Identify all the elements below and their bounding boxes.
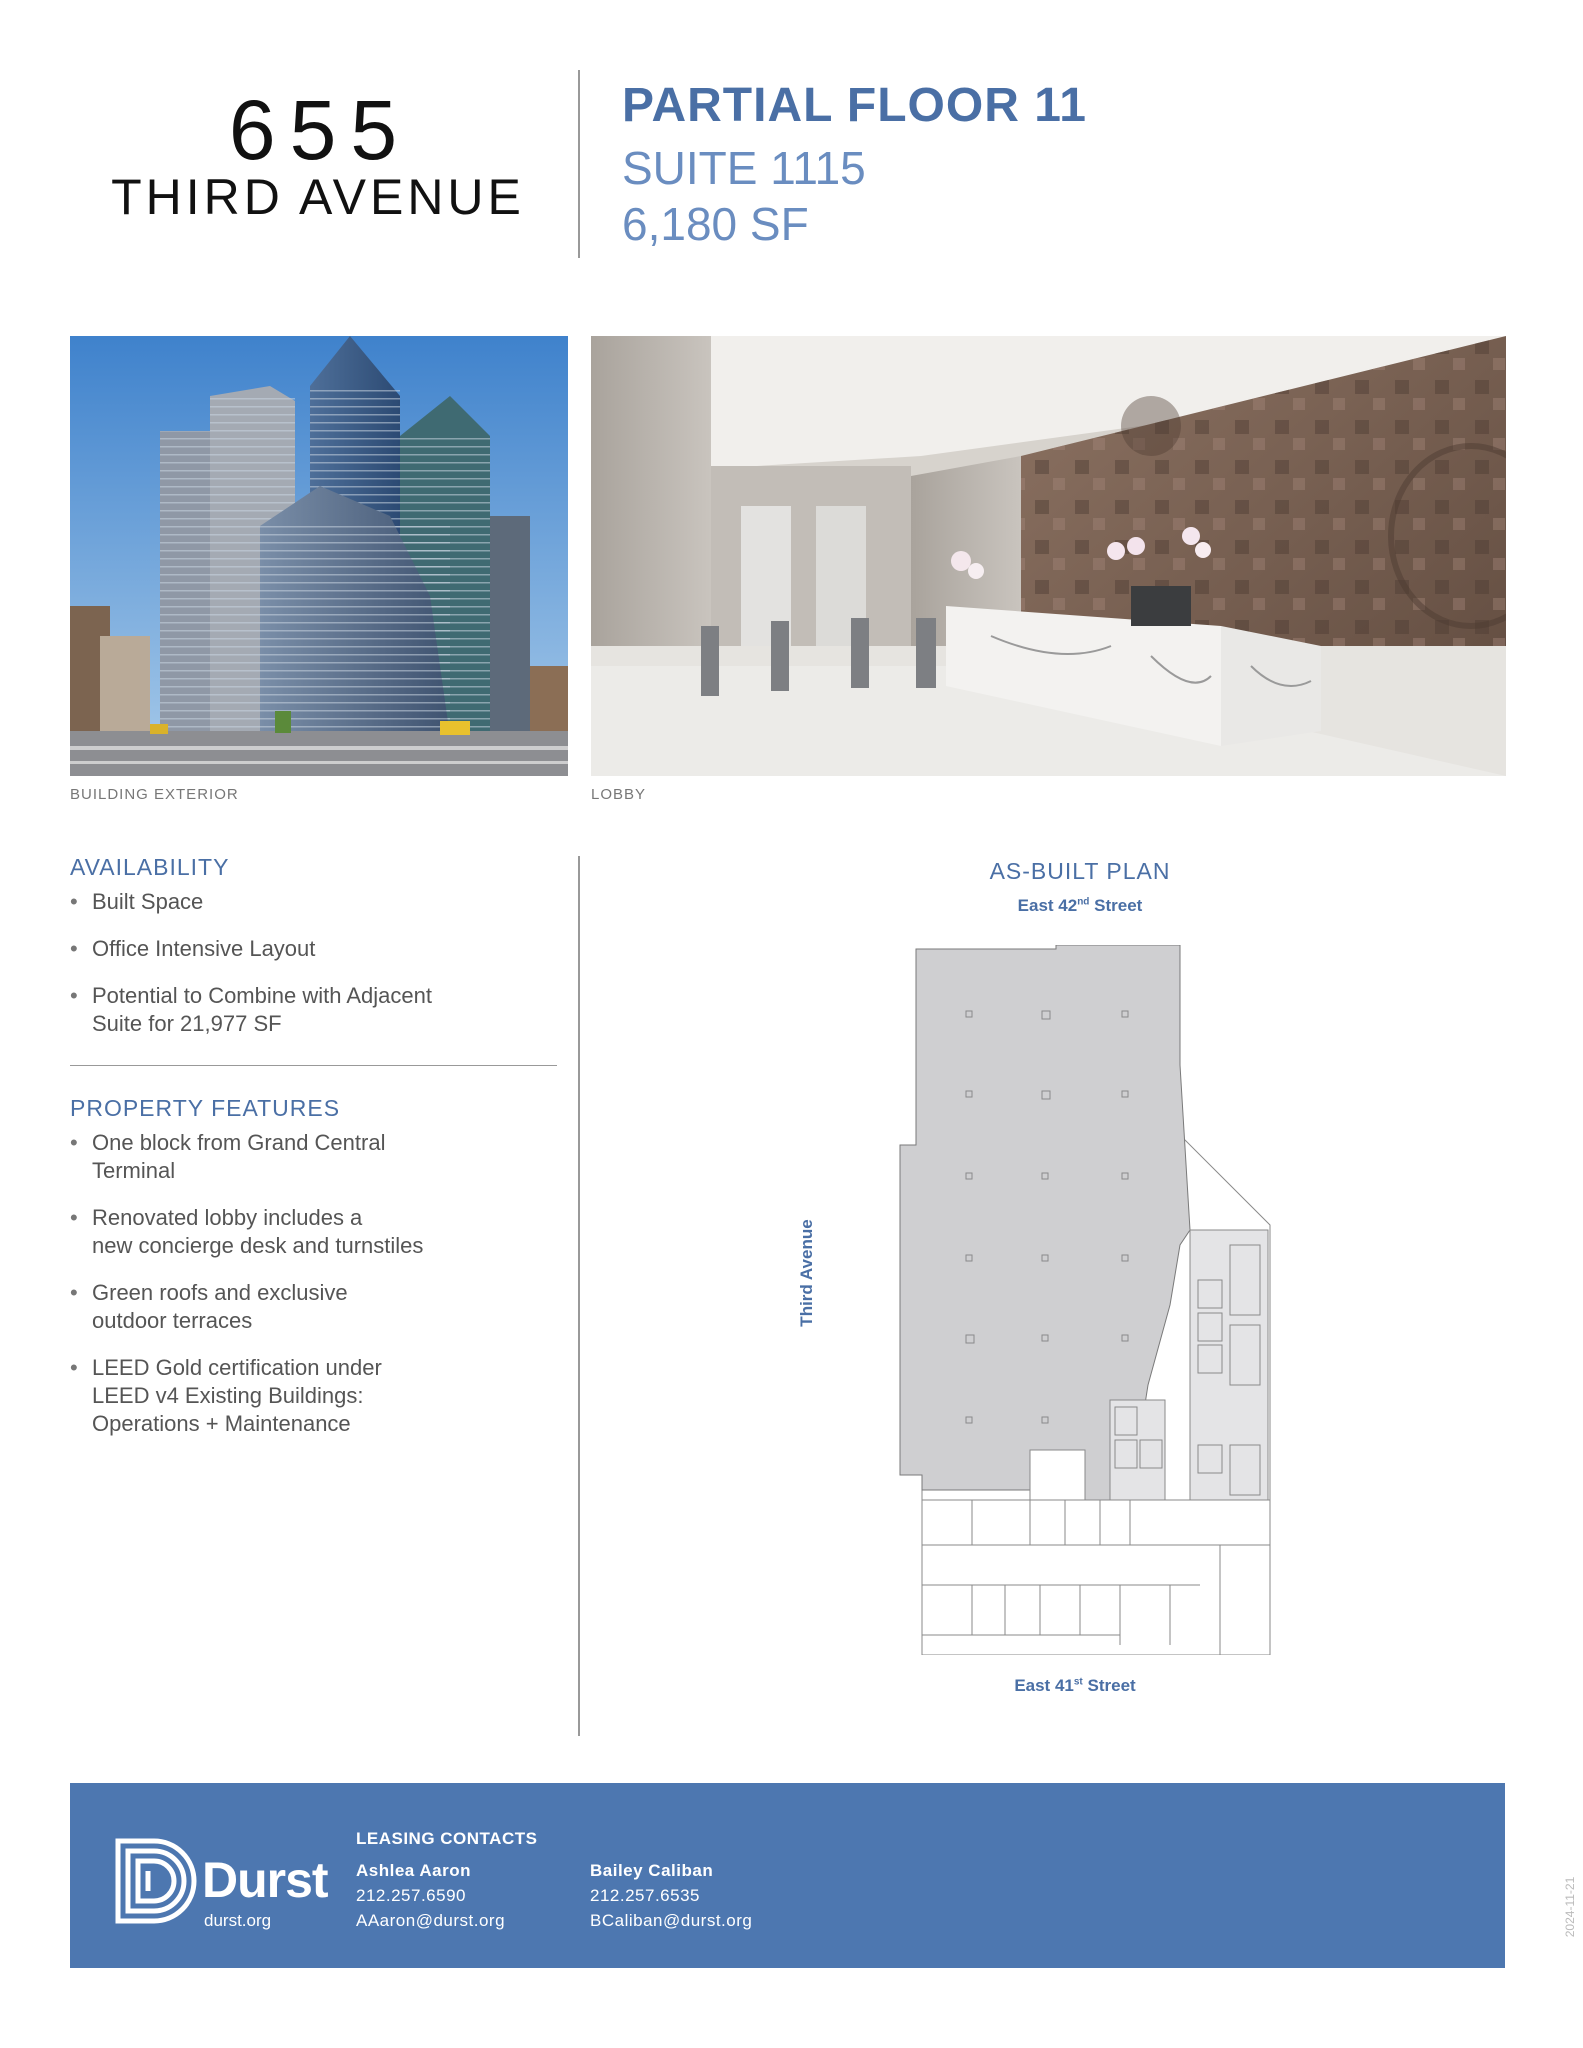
- features-heading: PROPERTY FEATURES: [70, 1095, 341, 1121]
- leasing-footer: [70, 1783, 1505, 1968]
- brand-name: Durst: [202, 1852, 328, 1908]
- west-street-label: Third Avenue: [797, 1219, 816, 1327]
- contact-phone[interactable]: 212.257.6590: [356, 1886, 466, 1905]
- header-divider: [578, 70, 580, 258]
- list-item: • Potential to Combine with Adjacent Suite for 21,977 SF: [70, 982, 560, 1038]
- features-list: [70, 1129, 560, 1457]
- contact-name: Bailey Caliban: [590, 1861, 714, 1880]
- availability-list: [70, 888, 560, 1057]
- list-item: • Renovated lobby includes a new concierge desk and turnstiles: [70, 1204, 560, 1260]
- brand-url[interactable]: durst.org: [204, 1911, 272, 1930]
- building-street: THIRD AVENUE: [111, 169, 525, 225]
- contact-ashlea-aaron: [356, 1861, 505, 1931]
- lobby-caption: LOBBY: [591, 786, 647, 803]
- column-divider: [578, 856, 580, 1736]
- suite-number: SUITE 1115: [622, 142, 866, 194]
- plan-title: AS-BUILT PLAN: [989, 858, 1171, 884]
- lobby-photo: [591, 336, 1506, 776]
- building-exterior-photo: [70, 336, 568, 776]
- print-date: 2024-11-21: [1563, 1876, 1577, 1938]
- list-item: • Green roofs and exclusive outdoor terraces: [70, 1279, 560, 1335]
- north-street-label: East 42nd Street: [1017, 896, 1143, 915]
- contact-email[interactable]: BCaliban@durst.org: [590, 1911, 753, 1930]
- availability-heading: AVAILABILITY: [70, 854, 230, 880]
- floor-title: PARTIAL FLOOR 11: [622, 79, 1087, 132]
- section-divider: [70, 1065, 557, 1066]
- exterior-caption: BUILDING EXTERIOR: [70, 786, 239, 803]
- floor-plan: [880, 945, 1280, 1655]
- building-number: 655: [228, 83, 412, 177]
- list-item: • Built Space: [70, 888, 560, 916]
- list-item: • LEED Gold certification under LEED v4 Existing Buildings: Operations + Maintenance: [70, 1354, 560, 1438]
- leasing-contacts-label: LEASING CONTACTS: [356, 1829, 538, 1848]
- durst-logo: [112, 1837, 202, 1927]
- suite-area: 6,180 SF: [622, 198, 809, 250]
- contact-phone[interactable]: 212.257.6535: [590, 1886, 700, 1905]
- list-item: • Office Intensive Layout: [70, 935, 560, 963]
- contact-bailey-caliban: [590, 1861, 752, 1931]
- south-street-label: East 41st Street: [1014, 1676, 1136, 1695]
- list-item: • One block from Grand Central Terminal: [70, 1129, 560, 1185]
- contact-name: Ashlea Aaron: [356, 1861, 471, 1880]
- contact-email[interactable]: AAaron@durst.org: [356, 1911, 506, 1930]
